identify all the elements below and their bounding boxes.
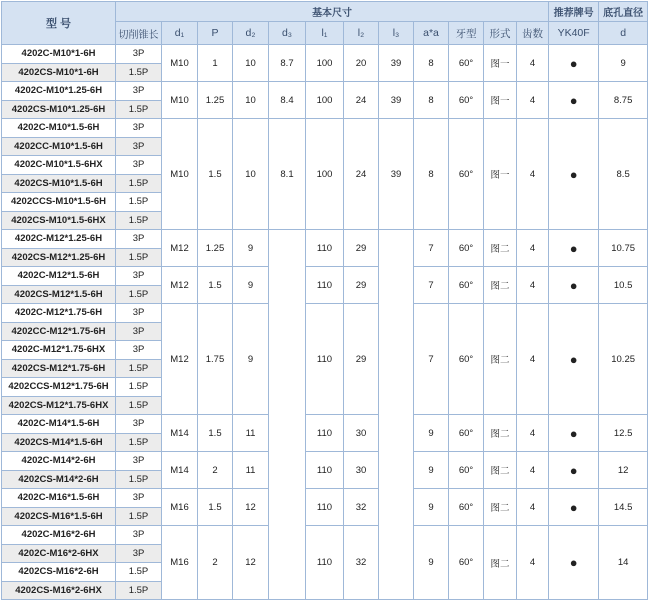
l3-header: l₃ <box>379 22 414 45</box>
hole-diameter-cell: 10.75 <box>599 230 648 267</box>
d1-cell: M16 <box>162 526 198 600</box>
model-cell: 4202CS-M10*1.5-6H <box>2 174 116 193</box>
l2-cell: 32 <box>344 489 379 526</box>
p-header: P <box>198 22 233 45</box>
pitch-cell: 2 <box>198 526 233 600</box>
taper-cell: 1.5P <box>116 63 162 82</box>
model-cell: 4202CS-M12*1.25-6H <box>2 248 116 267</box>
teeth-cell: 4 <box>517 452 549 489</box>
grade-dot: ● <box>549 415 599 452</box>
thread-type-cell: 60° <box>449 267 484 304</box>
l2-cell: 24 <box>344 119 379 230</box>
axa-cell: 8 <box>414 119 449 230</box>
hole-diameter-cell: 14.5 <box>599 489 648 526</box>
model-cell: 4202CCS-M10*1.5-6H <box>2 193 116 212</box>
model-cell: 4202CS-M16*1.5-6H <box>2 507 116 526</box>
teeth-cell: 4 <box>517 230 549 267</box>
model-cell: 4202C-M16*1.5-6H <box>2 489 116 508</box>
table-row <box>2 489 648 508</box>
taper-cell: 3P <box>116 304 162 323</box>
taper-cell: 1.5P <box>116 359 162 378</box>
table-row <box>2 304 648 323</box>
thread-type-header: 牙型 <box>449 22 484 45</box>
taper-cell: 1.5P <box>116 248 162 267</box>
teeth-cell: 4 <box>517 267 549 304</box>
l1-cell: 100 <box>306 82 344 119</box>
table-row <box>2 267 648 286</box>
taper-cell: 3P <box>116 489 162 508</box>
d1-cell: M10 <box>162 119 198 230</box>
taper-cell: 1.5P <box>116 285 162 304</box>
teeth-cell: 4 <box>517 415 549 452</box>
axa-cell: 7 <box>414 304 449 415</box>
teeth-cell: 4 <box>517 526 549 600</box>
pitch-cell: 1 <box>198 45 233 82</box>
axa-header: a*a <box>414 22 449 45</box>
axa-cell: 9 <box>414 452 449 489</box>
model-cell: 4202CC-M12*1.75-6H <box>2 322 116 341</box>
model-cell: 4202C-M14*2-6H <box>2 452 116 471</box>
grade-header: YK40F <box>549 22 599 45</box>
pitch-cell: 2 <box>198 452 233 489</box>
d2-cell: 11 <box>233 452 269 489</box>
hole-diameter-cell: 10.25 <box>599 304 648 415</box>
grade-dot: ● <box>549 45 599 82</box>
model-cell: 4202C-M12*1.75-6HX <box>2 341 116 360</box>
d1-cell: M16 <box>162 489 198 526</box>
model-cell: 4202C-M12*1.5-6H <box>2 267 116 286</box>
hole-diameter-cell: 12 <box>599 452 648 489</box>
d1-cell: M12 <box>162 230 198 267</box>
l1-cell: 110 <box>306 230 344 267</box>
model-cell: 4202CS-M10*1.25-6H <box>2 100 116 119</box>
l1-cell: 100 <box>306 45 344 82</box>
taper-cell: 3P <box>116 156 162 175</box>
d2-cell: 10 <box>233 119 269 230</box>
d2-cell: 10 <box>233 82 269 119</box>
model-cell: 4202C-M16*2-6HX <box>2 544 116 563</box>
form-cell: 图二 <box>484 526 517 600</box>
l2-cell: 30 <box>344 415 379 452</box>
form-cell: 图二 <box>484 452 517 489</box>
model-cell: 4202CS-M12*1.75-6HX <box>2 396 116 415</box>
model-cell: 4202C-M10*1-6H <box>2 45 116 64</box>
model-cell: 4202CS-M14*1.5-6H <box>2 433 116 452</box>
d2-cell: 9 <box>233 267 269 304</box>
taper-cell: 1.5P <box>116 581 162 600</box>
spec-table <box>1 1 648 600</box>
table-row <box>2 45 648 64</box>
model-cell: 4202CS-M16*2-6H <box>2 563 116 582</box>
axa-cell: 8 <box>414 82 449 119</box>
form-cell: 图一 <box>484 45 517 82</box>
taper-cell: 3P <box>116 322 162 341</box>
hole-diameter-cell: 8.75 <box>599 82 648 119</box>
thread-type-cell: 60° <box>449 415 484 452</box>
form-cell: 图一 <box>484 82 517 119</box>
model-cell: 4202CS-M16*2-6HX <box>2 581 116 600</box>
taper-cell: 1.5P <box>116 211 162 230</box>
teeth-cell: 4 <box>517 304 549 415</box>
l3-cell: 39 <box>379 119 414 230</box>
d2-cell: 11 <box>233 415 269 452</box>
taper-header: 切削锥长 <box>116 22 162 45</box>
hole-diameter-cell: 12.5 <box>599 415 648 452</box>
model-cell: 4202C-M10*1.5-6HX <box>2 156 116 175</box>
l2-cell: 29 <box>344 304 379 415</box>
teeth-cell: 4 <box>517 119 549 230</box>
model-cell: 4202C-M16*2-6H <box>2 526 116 545</box>
form-cell: 图二 <box>484 304 517 415</box>
form-cell: 图二 <box>484 230 517 267</box>
l1-cell: 110 <box>306 267 344 304</box>
model-cell: 4202CS-M10*1-6H <box>2 63 116 82</box>
thread-type-cell: 60° <box>449 82 484 119</box>
axa-cell: 9 <box>414 489 449 526</box>
axa-cell: 8 <box>414 45 449 82</box>
l1-cell: 110 <box>306 304 344 415</box>
taper-cell: 1.5P <box>116 507 162 526</box>
taper-cell: 3P <box>116 82 162 101</box>
l2-cell: 29 <box>344 230 379 267</box>
thread-type-cell: 60° <box>449 304 484 415</box>
d1-cell: M10 <box>162 82 198 119</box>
taper-cell: 1.5P <box>116 100 162 119</box>
l1-header: l₁ <box>306 22 344 45</box>
taper-cell: 1.5P <box>116 470 162 489</box>
d2-cell: 9 <box>233 304 269 415</box>
form-cell: 图二 <box>484 489 517 526</box>
taper-cell: 1.5P <box>116 193 162 212</box>
grade-dot: ● <box>549 267 599 304</box>
l1-cell: 110 <box>306 452 344 489</box>
table-row <box>2 82 648 101</box>
model-cell: 4202C-M14*1.5-6H <box>2 415 116 434</box>
grade-dot: ● <box>549 304 599 415</box>
grade-dot: ● <box>549 230 599 267</box>
thread-type-cell: 60° <box>449 119 484 230</box>
thread-type-cell: 60° <box>449 489 484 526</box>
hole-diameter-cell: 8.5 <box>599 119 648 230</box>
thread-type-cell: 60° <box>449 230 484 267</box>
model-cell: 4202CS-M14*2-6H <box>2 470 116 489</box>
l3-cell <box>379 230 414 600</box>
l2-header: l₂ <box>344 22 379 45</box>
grade-dot: ● <box>549 119 599 230</box>
form-cell: 图二 <box>484 415 517 452</box>
model-cell: 4202C-M12*1.25-6H <box>2 230 116 249</box>
taper-cell: 1.5P <box>116 433 162 452</box>
l2-cell: 30 <box>344 452 379 489</box>
d1-header: d₁ <box>162 22 198 45</box>
form-header: 形式 <box>484 22 517 45</box>
d1-cell: M14 <box>162 415 198 452</box>
l2-cell: 24 <box>344 82 379 119</box>
taper-cell: 3P <box>116 230 162 249</box>
hole-diameter-cell: 9 <box>599 45 648 82</box>
taper-cell: 3P <box>116 137 162 156</box>
model-header: 型 号 <box>2 2 116 45</box>
pitch-cell: 1.5 <box>198 119 233 230</box>
model-cell: 4202CCS-M12*1.75-6H <box>2 378 116 397</box>
l3-cell: 39 <box>379 82 414 119</box>
basic-dims-header: 基本尺寸 <box>116 2 549 22</box>
taper-cell: 1.5P <box>116 174 162 193</box>
model-cell: 4202CS-M10*1.5-6HX <box>2 211 116 230</box>
grade-dot: ● <box>549 82 599 119</box>
l3-cell: 39 <box>379 45 414 82</box>
grade-dot: ● <box>549 489 599 526</box>
table-row <box>2 526 648 545</box>
thread-type-cell: 60° <box>449 452 484 489</box>
hole-diameter-cell: 14 <box>599 526 648 600</box>
taper-cell: 1.5P <box>116 396 162 415</box>
taper-cell: 1.5P <box>116 563 162 582</box>
model-cell: 4202C-M10*1.25-6H <box>2 82 116 101</box>
d1-cell: M14 <box>162 452 198 489</box>
taper-cell: 3P <box>116 452 162 471</box>
grade-dot: ● <box>549 526 599 600</box>
d1-cell: M12 <box>162 267 198 304</box>
d-header: d <box>599 22 648 45</box>
pitch-cell: 1.5 <box>198 415 233 452</box>
grade-dot: ● <box>549 452 599 489</box>
model-cell: 4202CS-M12*1.5-6H <box>2 285 116 304</box>
d2-cell: 10 <box>233 45 269 82</box>
recommended-grade-header: 推荐牌号 <box>549 2 599 22</box>
model-cell: 4202C-M12*1.75-6H <box>2 304 116 323</box>
thread-type-cell: 60° <box>449 45 484 82</box>
d2-header: d₂ <box>233 22 269 45</box>
taper-cell: 3P <box>116 415 162 434</box>
l2-cell: 29 <box>344 267 379 304</box>
taper-cell: 3P <box>116 341 162 360</box>
d3-header: d₃ <box>269 22 306 45</box>
l1-cell: 110 <box>306 526 344 600</box>
model-cell: 4202CS-M12*1.75-6H <box>2 359 116 378</box>
taper-cell: 3P <box>116 45 162 64</box>
taper-cell: 3P <box>116 544 162 563</box>
teeth-cell: 4 <box>517 82 549 119</box>
taper-cell: 1.5P <box>116 378 162 397</box>
taper-cell: 3P <box>116 526 162 545</box>
teeth-cell: 4 <box>517 489 549 526</box>
d3-cell: 8.1 <box>269 119 306 230</box>
d3-cell: 8.7 <box>269 45 306 82</box>
thread-type-cell: 60° <box>449 526 484 600</box>
axa-cell: 9 <box>414 526 449 600</box>
d2-cell: 12 <box>233 489 269 526</box>
axa-cell: 7 <box>414 267 449 304</box>
l2-cell: 20 <box>344 45 379 82</box>
l1-cell: 110 <box>306 489 344 526</box>
d3-cell <box>269 230 306 600</box>
teeth-header: 齿数 <box>517 22 549 45</box>
taper-cell: 3P <box>116 267 162 286</box>
d3-cell: 8.4 <box>269 82 306 119</box>
table-row <box>2 119 648 138</box>
table-row <box>2 452 648 471</box>
pitch-cell: 1.75 <box>198 304 233 415</box>
hole-diameter-header: 底孔直径 <box>599 2 648 22</box>
l2-cell: 32 <box>344 526 379 600</box>
pitch-cell: 1.25 <box>198 230 233 267</box>
pitch-cell: 1.5 <box>198 489 233 526</box>
taper-cell: 3P <box>116 119 162 138</box>
axa-cell: 9 <box>414 415 449 452</box>
hole-diameter-cell: 10.5 <box>599 267 648 304</box>
axa-cell: 7 <box>414 230 449 267</box>
table-row <box>2 415 648 434</box>
table-body <box>2 45 648 600</box>
d1-cell: M12 <box>162 304 198 415</box>
d1-cell: M10 <box>162 45 198 82</box>
form-cell: 图二 <box>484 267 517 304</box>
pitch-cell: 1.25 <box>198 82 233 119</box>
model-cell: 4202C-M10*1.5-6H <box>2 119 116 138</box>
d2-cell: 12 <box>233 526 269 600</box>
d2-cell: 9 <box>233 230 269 267</box>
model-cell: 4202CC-M10*1.5-6H <box>2 137 116 156</box>
teeth-cell: 4 <box>517 45 549 82</box>
form-cell: 图一 <box>484 119 517 230</box>
l1-cell: 100 <box>306 119 344 230</box>
table-row <box>2 230 648 249</box>
l1-cell: 110 <box>306 415 344 452</box>
pitch-cell: 1.5 <box>198 267 233 304</box>
